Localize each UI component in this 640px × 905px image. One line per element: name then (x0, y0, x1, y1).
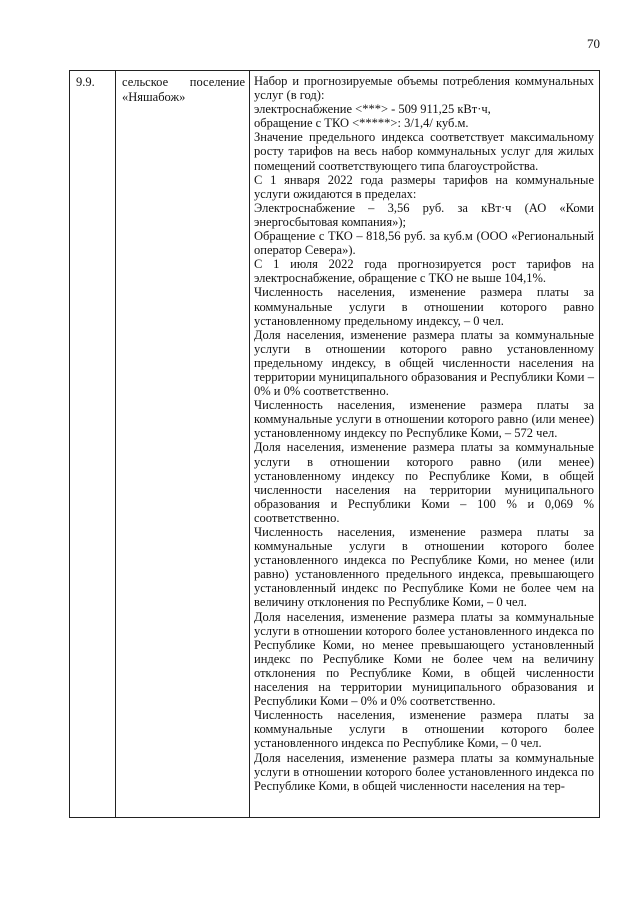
paragraph-waste-volume: обращение с ТКО <*****>: 3/1,4/ куб.м. (254, 116, 469, 131)
page-number: 70 (587, 36, 600, 51)
paragraph-index-note: Значение предельного индекса соответствует максимальному росту тарифов на весь набор коммунальных услуг для жилых помещений соответствующего типа благоустройства. (254, 130, 594, 173)
paragraph-share-above-index: Доля населения, изменение размера платы за коммунальные услуги в отношении которого более установленного индекса по Республике Коми, в общей численности населения на тер- (254, 750, 594, 793)
paragraph-electricity-tariff: Электроснабжение – 3,56 руб. за кВт·ч (АО «Коми энергосбытовая компания»); (254, 200, 594, 229)
municipality-name: «Няшабож» (122, 89, 186, 104)
paragraph-tariffs-intro: С 1 января 2022 года размеры тарифов на коммунальные услуги ожидаются в пределах: (254, 172, 594, 201)
paragraph-population-below-index: Численность населения, изменение размера платы за коммунальные услуги в отношении которого равно (или менее) установленному индексу по Республике Коми, – 572 чел. (254, 398, 594, 441)
paragraph-population-above-index: Численность населения, изменение размера платы за коммунальные услуги в отношении которого более установленного индекса по Республике Коми, – 0 чел. (254, 708, 594, 751)
paragraph-population-within-deviation: Численность населения, изменение размера платы за коммунальные услуги в отношении которого более установленного индекса по Республике Коми, но менее (или равно) установленного предельного индекса, превышающего установленный индекс по Республике Коми не более чем на величину отклонения по Республике Коми, – 0 чел. (254, 525, 594, 610)
paragraph-consumption-intro: Набор и прогнозируемые объемы потребления коммунальных услуг (в год): (254, 74, 594, 103)
paragraph-waste-tariff: Обращение с ТКО – 818,56 руб. за куб.м (ООО «Региональный оператор Севера»). (254, 229, 594, 258)
municipality-cell (116, 71, 250, 817)
description-cell (250, 71, 599, 817)
paragraph-population-equal-limit: Численность населения, изменение размера платы за коммунальные услуги в отношении которого равно установленному предельному индексу, – 0 чел. (254, 285, 594, 328)
paragraph-share-equal-limit: Доля населения, изменение размера платы за коммунальные услуги в отношении которого равно установленному предельному индексу, в общей численности населения на территории муниципального образования и Республики Коми – 0% и 0% соответственно. (254, 327, 594, 399)
paragraph-share-below-index: Доля населения, изменение размера платы за коммунальные услуги в отношении которого равно (или менее) установленному индексу по Республике Коми, в общей численности населения на территории муниципального образования и Республики Коми – 100 % и 0,069 % соответственно. (254, 440, 594, 525)
municipality-type: сельское поселение (122, 75, 245, 89)
document-table (69, 70, 600, 818)
paragraph-share-within-deviation: Доля населения, изменение размера платы за коммунальные услуги в отношении которого более установленного индекса по Республике Коми, но менее превышающего установленный индекс по Республике Коми не более чем на величину отклонения по Республике Коми, в общей численности населения на территории муниципального образования и Республики Коми – 0% и 0% соответственно. (254, 609, 594, 709)
paragraph-electricity-volume: электроснабжение <***> - 509 911,25 кВт·ч, (254, 102, 491, 117)
row-number: 9.9. (76, 75, 95, 89)
row-number-cell (70, 71, 116, 817)
paragraph-july-growth: С 1 июля 2022 года прогнозируется рост тарифов на электроснабжение, обращение с ТКО не выше 104,1%. (254, 257, 594, 286)
